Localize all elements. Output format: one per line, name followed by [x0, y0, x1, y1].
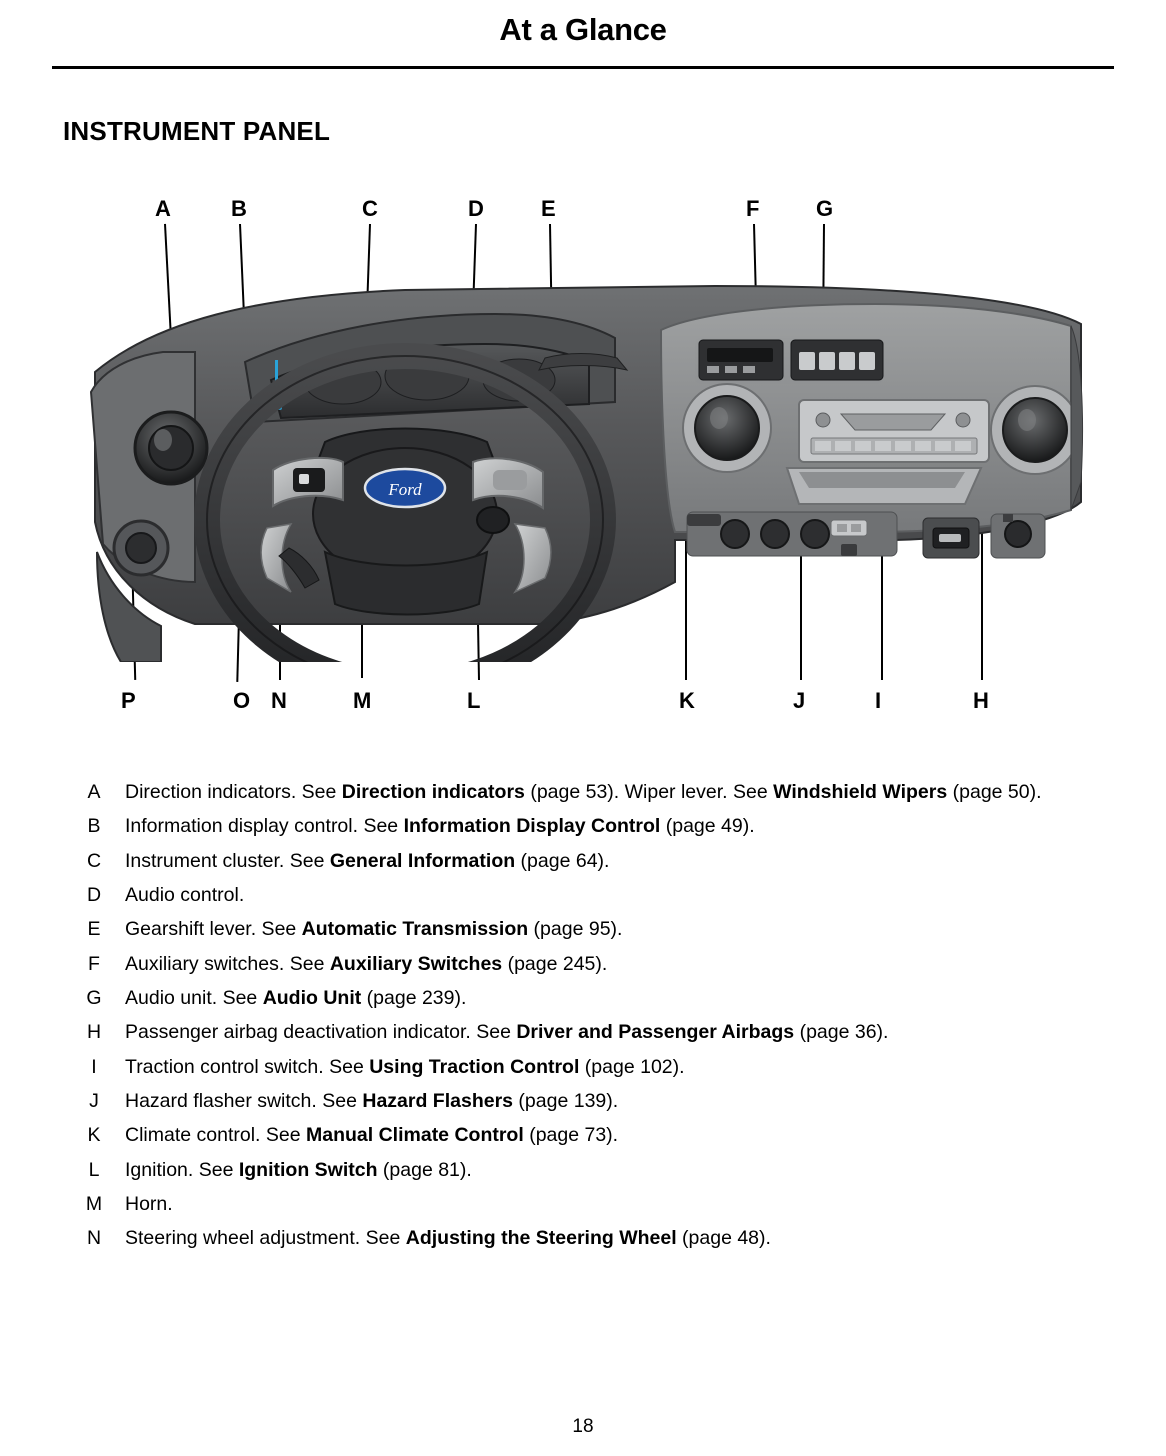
aux-switch-1	[799, 352, 815, 370]
left-air-vent-highlight	[154, 429, 172, 451]
console-vent-left-highlight	[710, 407, 728, 429]
instrument-panel-figure	[63, 190, 1103, 730]
legend-letter-N: N	[86, 1227, 102, 1250]
legend-row-A	[63, 780, 1103, 805]
section-title: INSTRUMENT PANEL	[63, 116, 331, 146]
audio-unit-button-6	[915, 441, 931, 451]
legend-letter-K: K	[87, 1124, 101, 1147]
legend-text-B: Information display control. See Information Display Control (page 49).	[125, 815, 755, 838]
legend-row-L	[63, 1158, 1103, 1183]
audio-unit-knob-right	[956, 413, 970, 427]
legend-row-I	[63, 1055, 1103, 1080]
legend-row-C	[63, 849, 1103, 874]
legend-text-K: Climate control. See Manual Climate Control (page 73).	[125, 1124, 619, 1147]
climate-knob-mode	[801, 520, 829, 548]
callout-J: J	[793, 688, 806, 713]
legend-letter-M: M	[85, 1193, 103, 1216]
climate-vent-slot	[687, 514, 721, 526]
dashboard-svg	[75, 252, 1087, 662]
legend-row-H	[63, 1020, 1103, 1045]
legend-text-M: Horn.	[125, 1193, 173, 1216]
callout-D: D	[468, 196, 484, 221]
hazard-flasher-icon-2	[851, 524, 861, 532]
console-vent-right	[1003, 398, 1067, 462]
audio-unit-button-4	[875, 441, 891, 451]
legend-letter-E: E	[87, 918, 101, 941]
traction-control-switch-face	[939, 534, 961, 542]
left-air-vent-inner	[149, 426, 193, 470]
legend-row-M	[63, 1192, 1103, 1217]
header-divider	[52, 66, 1114, 69]
callout-C: C	[362, 196, 378, 221]
callout-E: E	[541, 196, 556, 221]
ignition-switch	[477, 507, 509, 533]
aux-switch-3	[839, 352, 855, 370]
console-storage-bin-inner	[799, 472, 965, 488]
audio-unit-button-8	[955, 441, 971, 451]
callout-F: F	[746, 196, 760, 221]
audio-unit-button-1	[815, 441, 831, 451]
legend-row-J	[63, 1089, 1103, 1114]
legend-text-H: Passenger airbag deactivation indicator. See Driver and Passenger Airbags (page 36).	[125, 1021, 889, 1044]
legend-text-F: Auxiliary switches. See Auxiliary Switches (page 245).	[125, 952, 608, 975]
legend-row-B	[63, 814, 1103, 839]
legend-letter-I: I	[91, 1055, 97, 1078]
callout-P: P	[121, 688, 136, 713]
callout-I: I	[875, 688, 882, 713]
callout-L: L	[467, 688, 481, 713]
indicator-slot	[1003, 514, 1013, 522]
passenger-airbag-indicator	[1005, 521, 1031, 547]
aux-switch-2	[819, 352, 835, 370]
callout-H: H	[973, 688, 989, 713]
climate-knob-temperature	[761, 520, 789, 548]
legend-text-E: Gearshift lever. See Automatic Transmission (page 95).	[125, 918, 623, 941]
callout-M: M	[353, 688, 372, 713]
legend-text-G: Audio unit. See Audio Unit (page 239).	[125, 987, 467, 1010]
legend-letter-B: B	[87, 815, 101, 838]
audio-unit-button-2	[835, 441, 851, 451]
info-display-control-button	[299, 474, 309, 484]
legend-list	[63, 780, 1103, 1261]
aux-switch-4	[859, 352, 875, 370]
audio-unit-knob-left	[816, 413, 830, 427]
legend-row-E	[63, 917, 1103, 942]
ford-emblem-text: Ford	[388, 480, 422, 499]
legend-letter-D: D	[86, 884, 102, 907]
legend-row-G	[63, 986, 1103, 1011]
page-number: 18	[572, 1416, 594, 1437]
callout-A: A	[155, 196, 171, 221]
climate-knob-fan	[721, 520, 749, 548]
callout-N: N	[271, 688, 287, 713]
page-footer	[0, 1416, 1166, 1438]
legend-letter-A: A	[87, 781, 101, 803]
callout-K: K	[679, 688, 695, 713]
audio-unit-button-5	[895, 441, 911, 451]
callout-B: B	[231, 196, 247, 221]
audio-control	[493, 470, 527, 490]
legend-text-D: Audio control.	[125, 884, 245, 907]
legend-text-A: Direction indicators. See Direction indicators (page 53). Wiper lever. See Windshield Wipers (page 50).	[125, 781, 1042, 803]
callout-O: O	[233, 688, 251, 713]
headlamp-switch-knob	[126, 533, 156, 563]
legend-row-N	[63, 1226, 1103, 1251]
console-vent-left	[695, 396, 759, 460]
legend-letter-J: J	[89, 1090, 99, 1113]
legend-text-N: Steering wheel adjustment. See Adjusting the Steering Wheel (page 48).	[125, 1227, 771, 1250]
aux-switch-display-screen	[707, 348, 773, 362]
aux-switch-display-btn1	[707, 366, 719, 373]
legend-letter-L: L	[88, 1158, 100, 1181]
legend-row-D	[63, 883, 1103, 908]
audio-unit-button-7	[935, 441, 951, 451]
audio-unit-display	[841, 414, 945, 430]
legend-text-J: Hazard flasher switch. See Hazard Flashers (page 139).	[125, 1090, 619, 1113]
console-vent-right-highlight	[1018, 409, 1036, 431]
legend-letter-H: H	[86, 1021, 102, 1044]
audio-unit-button-3	[855, 441, 871, 451]
hazard-flasher-icon	[837, 524, 847, 532]
legend-text-I: Traction control switch. See Using Traction Control (page 102).	[125, 1055, 685, 1078]
legend-letter-G: G	[86, 987, 102, 1010]
page-title: At a Glance	[499, 12, 667, 47]
legend-text-L: Ignition. See Ignition Switch (page 81).	[125, 1158, 472, 1181]
dashboard-illustration	[75, 252, 1087, 662]
aux-switch-display-btn2	[725, 366, 737, 373]
callout-G: G	[816, 196, 834, 221]
legend-text-C: Instrument cluster. See General Information (page 64).	[125, 849, 610, 872]
legend-letter-C: C	[86, 849, 102, 872]
hazard-flasher-switch	[831, 520, 867, 536]
page-header	[0, 12, 1166, 48]
console-switch-small	[841, 544, 857, 556]
aux-switch-display-btn3	[743, 366, 755, 373]
legend-letter-F: F	[88, 952, 100, 975]
legend-row-K	[63, 1123, 1103, 1148]
legend-row-F	[63, 952, 1103, 977]
